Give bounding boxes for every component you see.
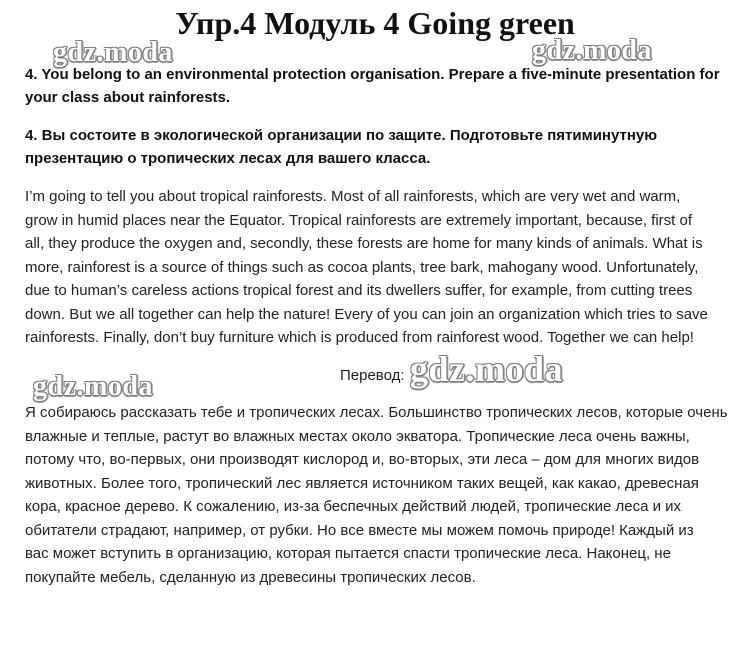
text-line: all, they produce the oxygen and, secondly, these forests are home for many kinds of animals. What is [25, 235, 703, 252]
text-line: rainforests. Finally, don’t buy furniture which is produced from rainforest wood. Together we can help! [25, 329, 694, 346]
text-line: покупайте мебель, сделанную из древесины тропических лесов. [25, 568, 476, 586]
text-line: кора, красное дерево. К сожалению, из-за беспечных действий людей, тропические леса и их [25, 498, 682, 515]
text-line: I’m going to tell you about tropical rainforests. Most of all rainforests, which are very wet and warm, [25, 188, 681, 205]
text-line: more, rainforest is a source of things such as cocoa plants, tree bark, mahogany wood. Unfortunately, [25, 258, 699, 276]
text-line: вас может вступить в организацию, которая пытается спасти тропические леса. Наконец, не [25, 545, 671, 562]
text-line: 4. You belong to an environmental protection organisation. Prepare a five-minute presentation for [25, 66, 720, 83]
translation-label: Перевод: [340, 367, 405, 384]
answer-english [25, 185, 730, 350]
watermark-logo: gdz.moda [53, 37, 173, 68]
task-english [25, 63, 725, 109]
text-line: down. But we all together can help the nature! Every of you can join an organization which tries to save [25, 305, 708, 323]
page-title: Упр.4 Модуль 4 Going green [175, 5, 575, 41]
text-line: потому что, во-первых, они производят кислород и, во-вторых, эти леса – дом для многих видов [25, 451, 700, 468]
text-line: обитатели страдают, например, от рубки. Но все вместе мы можем помочь природе! Каждый из [25, 521, 694, 539]
text-line: due to human’s careless actions tropical forest and its dwellers suffer, for example, from cutting trees [25, 282, 693, 299]
text-line: животных. Более того, тропический лес является источником таких вещей, как какао, древесная [25, 474, 699, 492]
text-line: grow in humid places near the Equator. Tropical rainforests are extremely important, because, first of [25, 211, 692, 229]
task-russian [25, 124, 725, 170]
text-line: влажные и теплые, растут во влажных местах около экватора. Тропические леса очень важны, [25, 427, 690, 445]
watermark-logo: gdz.moda [410, 349, 564, 389]
text-line: презентацию о тропических лесах для вашего класса. [25, 150, 431, 167]
answer-russian [25, 401, 730, 589]
text-line: Я собираюсь рассказать тебе и тропических лесах. Большинство тропических лесов, которые очень [25, 404, 728, 421]
text-line: 4. Вы состоите в экологической организации по защите. Подготовьте пятиминутную [25, 127, 658, 144]
watermark-logo: gdz.moda [33, 371, 153, 402]
watermark-logo: gdz.moda [532, 35, 652, 66]
text-line: your class about rainforests. [25, 89, 231, 106]
